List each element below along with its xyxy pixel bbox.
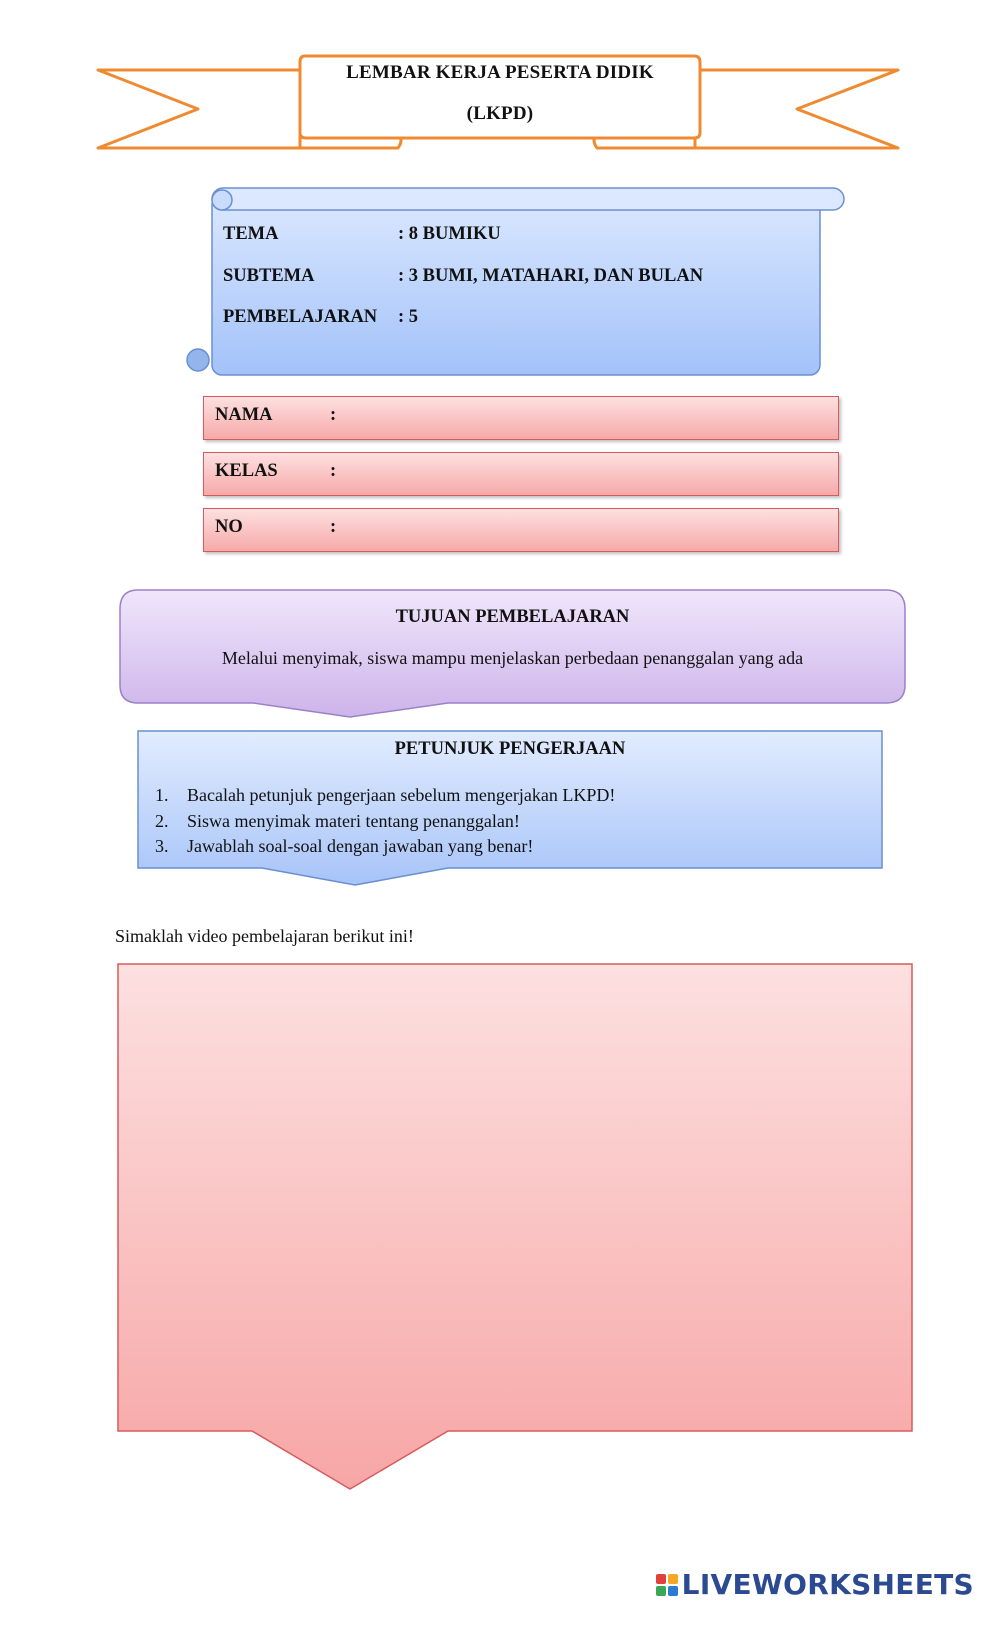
liveworksheets-mark-icon bbox=[656, 1574, 678, 1596]
objective-text: Melalui menyimak, siswa mampu menjelaskan perbedaan penanggalan yang ada bbox=[221, 648, 804, 668]
subtema-value: : 3 BUMI, MATAHARI, DAN BULAN bbox=[398, 266, 704, 286]
liveworksheets-logo bbox=[656, 1568, 974, 1601]
step-number: 3. bbox=[155, 836, 169, 856]
tema-label: TEMA bbox=[223, 224, 279, 244]
nama-colon: : bbox=[330, 405, 337, 425]
nama-label: NAMA bbox=[215, 405, 273, 425]
step-number: 1. bbox=[155, 785, 169, 805]
instructions-title: PETUNJUK PENGERJAAN bbox=[394, 739, 626, 759]
banner-subtitle: (LKPD) bbox=[466, 103, 534, 124]
kelas-label: KELAS bbox=[215, 461, 278, 481]
logo-text: LIVEWORKSHEETS bbox=[681, 1568, 974, 1601]
step-text: Bacalah petunjuk pengerjaan sebelum mengerjakan LKPD! bbox=[187, 785, 616, 805]
no-colon: : bbox=[330, 517, 337, 537]
step-text: Jawablah soal-soal dengan jawaban yang benar! bbox=[187, 836, 534, 856]
pembelajaran-value: : 5 bbox=[398, 307, 419, 327]
step-text: Siswa menyimak materi tentang penanggalan! bbox=[187, 810, 520, 831]
banner-title: LEMBAR KERJA PESERTA DIDIK bbox=[346, 62, 654, 83]
pembelajaran-label: PEMBELAJARAN bbox=[223, 307, 378, 327]
objective-title: TUJUAN PEMBELAJARAN bbox=[395, 607, 630, 627]
video-caption: Simaklah video pembelajaran berikut ini! bbox=[115, 926, 414, 946]
step-number: 2. bbox=[155, 810, 169, 831]
subtema-label: SUBTEMA bbox=[223, 266, 315, 286]
kelas-colon: : bbox=[330, 461, 337, 481]
tema-value: : 8 BUMIKU bbox=[398, 224, 501, 244]
no-label: NO bbox=[215, 517, 243, 537]
